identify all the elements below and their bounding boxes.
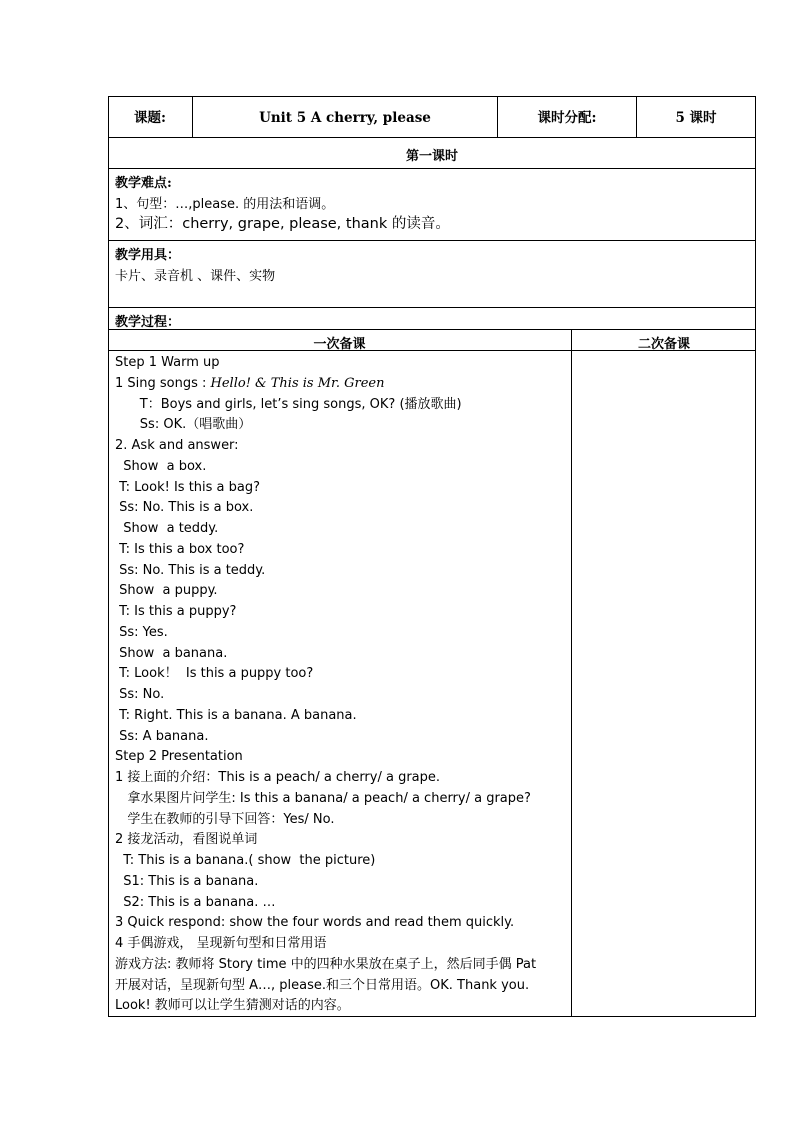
difficulty-item: 2、词汇：cherry, grape, please, thank 的读音。 xyxy=(115,216,450,232)
rule xyxy=(108,307,756,308)
hours-label: 课时分配: xyxy=(537,110,597,126)
rule xyxy=(571,329,572,1017)
step-line: Show a teddy. xyxy=(115,521,219,536)
rule xyxy=(108,240,756,241)
step-line: S2: This is a banana. … xyxy=(115,894,276,910)
step-line: T: This is a banana.( show the picture) xyxy=(115,853,376,868)
step-line: Show a puppy. xyxy=(115,583,218,599)
step-line: Ss: No. This is a box. xyxy=(115,500,254,516)
step-line: T: Right. This is a banana. A banana. xyxy=(115,707,357,723)
step-line: T: Is this a puppy? xyxy=(115,604,237,619)
step-line: Step 1 Warm up xyxy=(115,355,220,370)
rule xyxy=(108,329,756,330)
process-label: 教学过程： xyxy=(115,315,181,330)
step-line: 1 接上面的介绍：This is a peach/ a cherry/ a grape. xyxy=(115,770,441,785)
step-line: 开展对话，呈现新句型 A…, please.和三个日常用语。OK. Thank you. xyxy=(115,977,530,993)
topic-label: 课题: xyxy=(134,110,166,126)
difficulties-label: 教学难点: xyxy=(115,176,172,191)
step-line: T: Is this a box too? xyxy=(115,541,245,557)
step-line: Ss: OK.（唱歌曲） xyxy=(115,417,252,433)
step-line: Ss: A banana. xyxy=(115,728,209,744)
step-line: T: Look！ Is this a puppy too? xyxy=(115,666,314,682)
step-line: Ss: Yes. xyxy=(115,624,168,640)
step-line: Ss: No. xyxy=(115,687,165,702)
tools-label: 教学用具： xyxy=(115,248,181,263)
column-first-prep: 一次备课 xyxy=(313,337,366,352)
rule xyxy=(108,137,756,138)
step-line: Look! 教师可以让学生猜测对话的内容。 xyxy=(115,998,350,1014)
step-line: 2. Ask and answer: xyxy=(115,438,239,453)
hours-value: 5 课时 xyxy=(675,110,717,126)
song-title: Hello! & This is Mr. Green xyxy=(210,375,385,391)
step-line: 3 Quick respond: show the four words and read them quickly. xyxy=(115,915,515,931)
step-line: T: Look! Is this a bag? xyxy=(115,479,261,495)
column-second-prep: 二次备课 xyxy=(637,337,690,352)
step-line: 拿水果图片问学生: Is this a banana/ a peach/ a cherry/ a grape? xyxy=(115,790,531,806)
topic-value: Unit 5 A cherry, please xyxy=(259,110,431,126)
tools-content: 卡片、录音机 、课件、实物 xyxy=(115,269,276,284)
step-line: 学生在教师的引导下回答：Yes/ No. xyxy=(115,811,335,827)
lesson-title: 第一课时 xyxy=(405,149,458,164)
step-line: T：Boys and girls, let’s sing songs, OK? (播放歌曲) xyxy=(115,396,462,412)
step-line: 1 Sing songs : Hello! & This is Mr. Green xyxy=(115,375,385,391)
step-line: Show a banana. xyxy=(115,645,228,661)
step-line: Show a box. xyxy=(115,458,207,474)
step-line: S1: This is a banana. xyxy=(115,873,259,889)
step-line: 2 接龙活动，看图说单词 xyxy=(115,832,258,848)
difficulty-item: 1、句型：…,please. 的用法和语调。 xyxy=(115,197,335,212)
step-line: Ss: No. This is a teddy. xyxy=(115,562,266,578)
step-line: 4 手偶游戏， 呈现新句型和日常用语 xyxy=(115,936,327,951)
step-line: 游戏方法: 教师将 Story time 中的四种水果放在桌子上，然后同手偶 Pat xyxy=(115,956,537,972)
rule xyxy=(108,168,756,169)
step-line: Step 2 Presentation xyxy=(115,749,243,765)
